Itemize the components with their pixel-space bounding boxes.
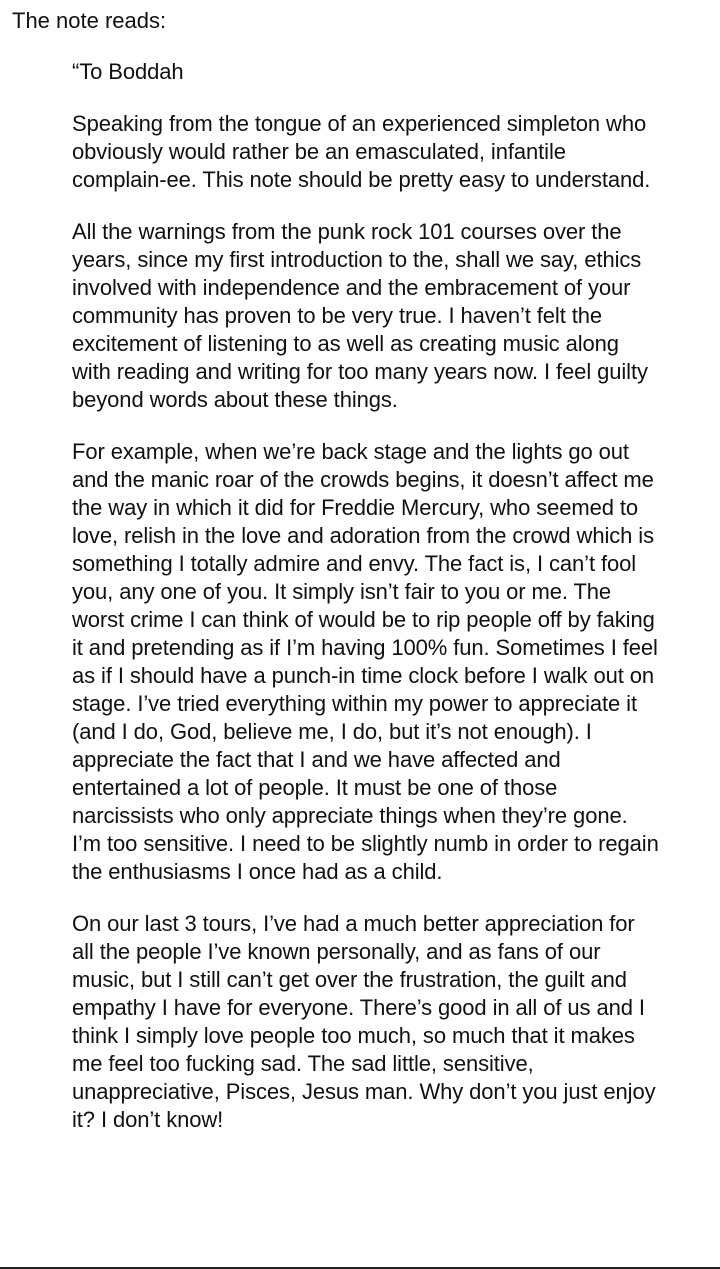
note-blockquote xyxy=(72,58,662,1158)
intro-text: The note reads: xyxy=(12,8,167,33)
note-paragraph-1: Speaking from the tongue of an experienced simpleton who obviously would rather be an emasculated, infantile complain-ee. This note should be pretty easy to understand. xyxy=(72,111,651,192)
note-salutation: “To Boddah xyxy=(72,59,184,84)
note-paragraph-2: All the warnings from the punk rock 101 courses over the years, since my first introduction to the, shall we say, ethics involved with independence and the embracement of your community has proven to be very true. I haven’t felt the excitement of listening to as well as creating music along with reading and writing for too many years now. I feel guilty beyond words about these things. xyxy=(72,219,648,412)
note-paragraph-4: On our last 3 tours, I’ve had a much better appreciation for all the people I’ve known personally, and as fans of our music, but I still can’t get over the frustration, the guilt and empathy I have for everyone. There’s good in all of us and I think I simply love people too much, so much that it makes me feel too fucking sad. The sad little, sensitive, unappreciative, Pisces, Jesus man. Why don’t you just enjoy it? I don’t know! xyxy=(72,911,656,1132)
note-paragraph-3: For example, when we’re back stage and the lights go out and the manic roar of the crowds begins, it doesn’t affect me the way in which it did for Freddie Mercury, who seemed to love, relish in the love and adoration from the crowd which is something I totally admire and envy. The fact is, I can’t fool you, any one of you. It simply isn’t fair to you or me. The worst crime I can think of would be to rip people off by faking it and pretending as if I’m having 100% fun. Sometimes I feel as if I should have a punch-in time clock before I walk out on stage. I’ve tried everything within my power to appreciate it (and I do, God, believe me, I do, but it’s not enough). I appreciate the fact that I and we have affected and entertained a lot of people. It must be one of those narcissists who only appreciate things when they’re gone. I’m too sensitive. I need to be slightly numb in order to regain the enthusiasms I once had as a child. xyxy=(72,439,659,884)
